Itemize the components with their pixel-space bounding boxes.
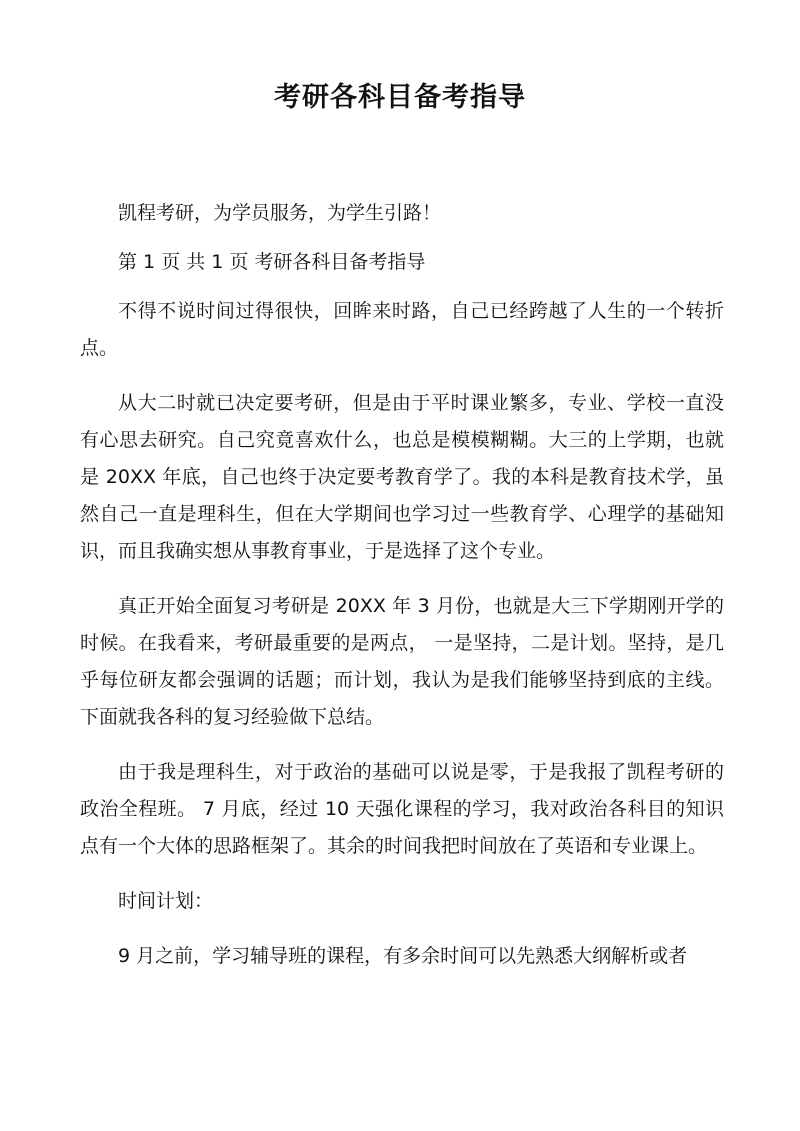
paragraph-schedule: 9 月之前，学习辅导班的课程，有多余时间可以先熟悉大纲解析或者 [118,945,688,967]
paragraph-politics: 由于我是理科生，对于政治的基础可以说是零，于是我报了凯程考研的政治全程班。 7 月底，经过 10 天强化课程的学习，我对政治各科目的知识点有一个大体的思路框架了。其余的时间我把时间放在了英语和专业课上。 [80,761,724,857]
paragraph-slogan: 凯程考研，为学员服务，为学生引路！ [118,202,442,224]
paragraph-page-header: 第 1 页 共 1 页 考研各科目备考指导 [118,251,426,273]
paragraph-decision: 从大二时就已决定要考研，但是由于平时课业繁多，专业、学校一直没有心思去研究。自己究竟喜欢什么，也总是模模糊糊。大三的上学期，也就是 20XX 年底，自己也终于决定要考教育学了。我的本科是教育技术学，虽然自己一直是理科生，但在大学期间也学习过一些教育学、心理学的基础知识，而且我确实想从事教育事业，于是选择了这个专业。 [80,392,724,562]
paragraph-intro: 不得不说时间过得很快，回眸来时路，自己已经跨越了人生的一个转折点。 [80,300,724,359]
document-body [80,195,724,993]
document-title: 考研各科目备考指导 [274,82,526,113]
paragraph-schedule-heading: 时间计划： [118,890,214,912]
paragraph-plan: 真正开始全面复习考研是 20XX 年 3 月份，也就是大三下学期刚开学的时候。在我看来，考研最重要的是两点， 一是坚持，二是计划。坚持，是几乎每位研友都会强调的话题；而计划，我认为是我们能够坚持到底的主线。下面就我各科的复习经验做下总结。 [80,595,724,728]
